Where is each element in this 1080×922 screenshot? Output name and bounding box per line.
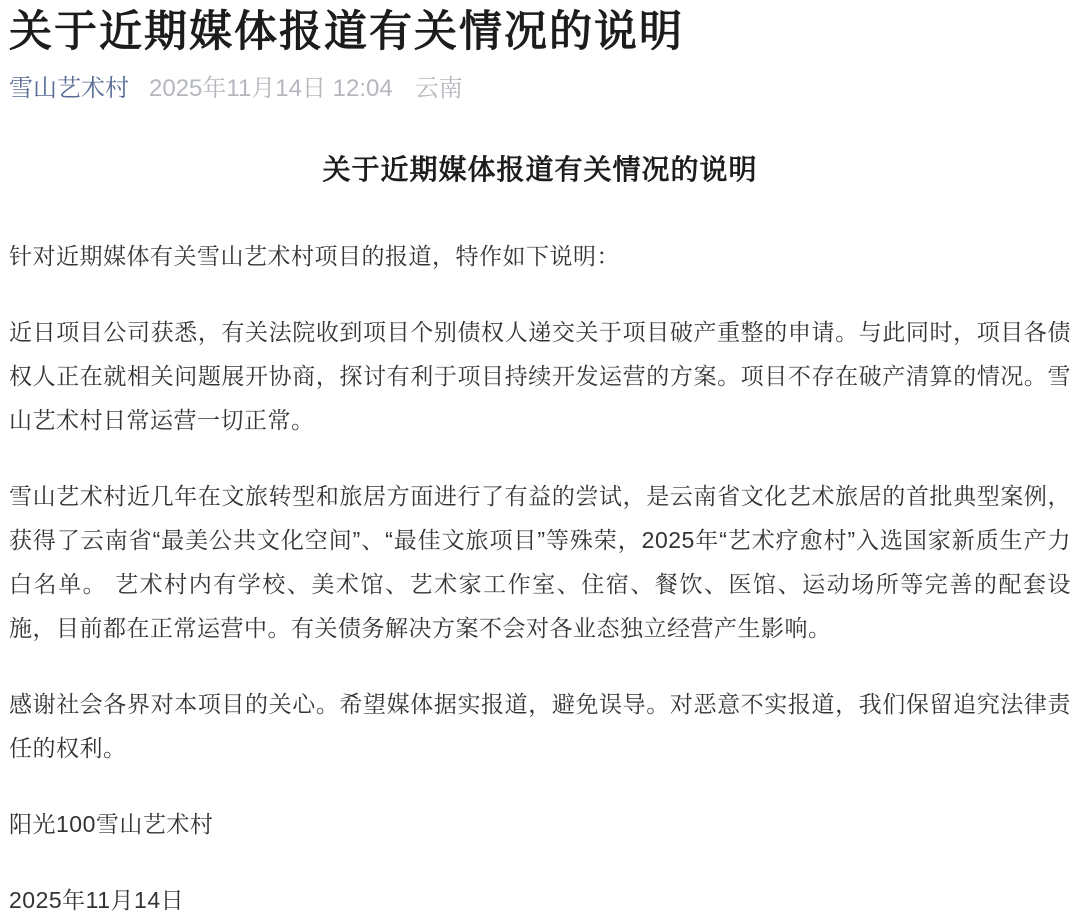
publish-datetime: 2025年11月14日 12:04: [149, 74, 393, 102]
statement-heading: 关于近期媒体报道有关情况的说明: [322, 153, 758, 185]
article-body: [9, 234, 1071, 922]
signature: 阳光100雪山艺术村: [9, 810, 214, 837]
article-title: 关于近期媒体报道有关情况的说明: [9, 8, 684, 56]
byline: [9, 74, 1071, 104]
paragraph-legal-notice: 感谢社会各界对本项目的关心。希望媒体据实报道，避免误导。对恶意不实报道，我们保留追究法律责任的权利。: [9, 690, 1071, 761]
account-name-link[interactable]: 雪山艺术村: [9, 74, 129, 102]
paragraph-restructuring-status: 近日项目公司获悉，有关法院收到项目个别债权人递交关于项目破产重整的申请。与此同时，项目各债权人正在就相关问题展开协商，探讨有利于项目持续开发运营的方案。项目不存在破产清算的情况。雪山艺术村日常运营一切正常。: [9, 318, 1071, 433]
paragraph-intro: 针对近期媒体有关雪山艺术村项目的报道，特作如下说明：: [9, 242, 620, 269]
paragraph-project-achievements: 雪山艺术村近几年在文旅转型和旅居方面进行了有益的尝试，是云南省文化艺术旅居的首批典型案例，获得了云南省“最美公共文化空间”、“最佳文旅项目”等殊荣，2025年“艺术疗愈村”入选国家新质生产力白名单。 艺术村内有学校、美术馆、艺术家工作室、住宿、餐饮、医馆、运动场所等完善的配套设施，目前都在正常运营中。有关债务解决方案不会对各业态独立经营产生影响。: [9, 482, 1071, 641]
publish-location: 云南: [414, 74, 463, 102]
statement-date: 2025年11月14日: [9, 886, 185, 913]
